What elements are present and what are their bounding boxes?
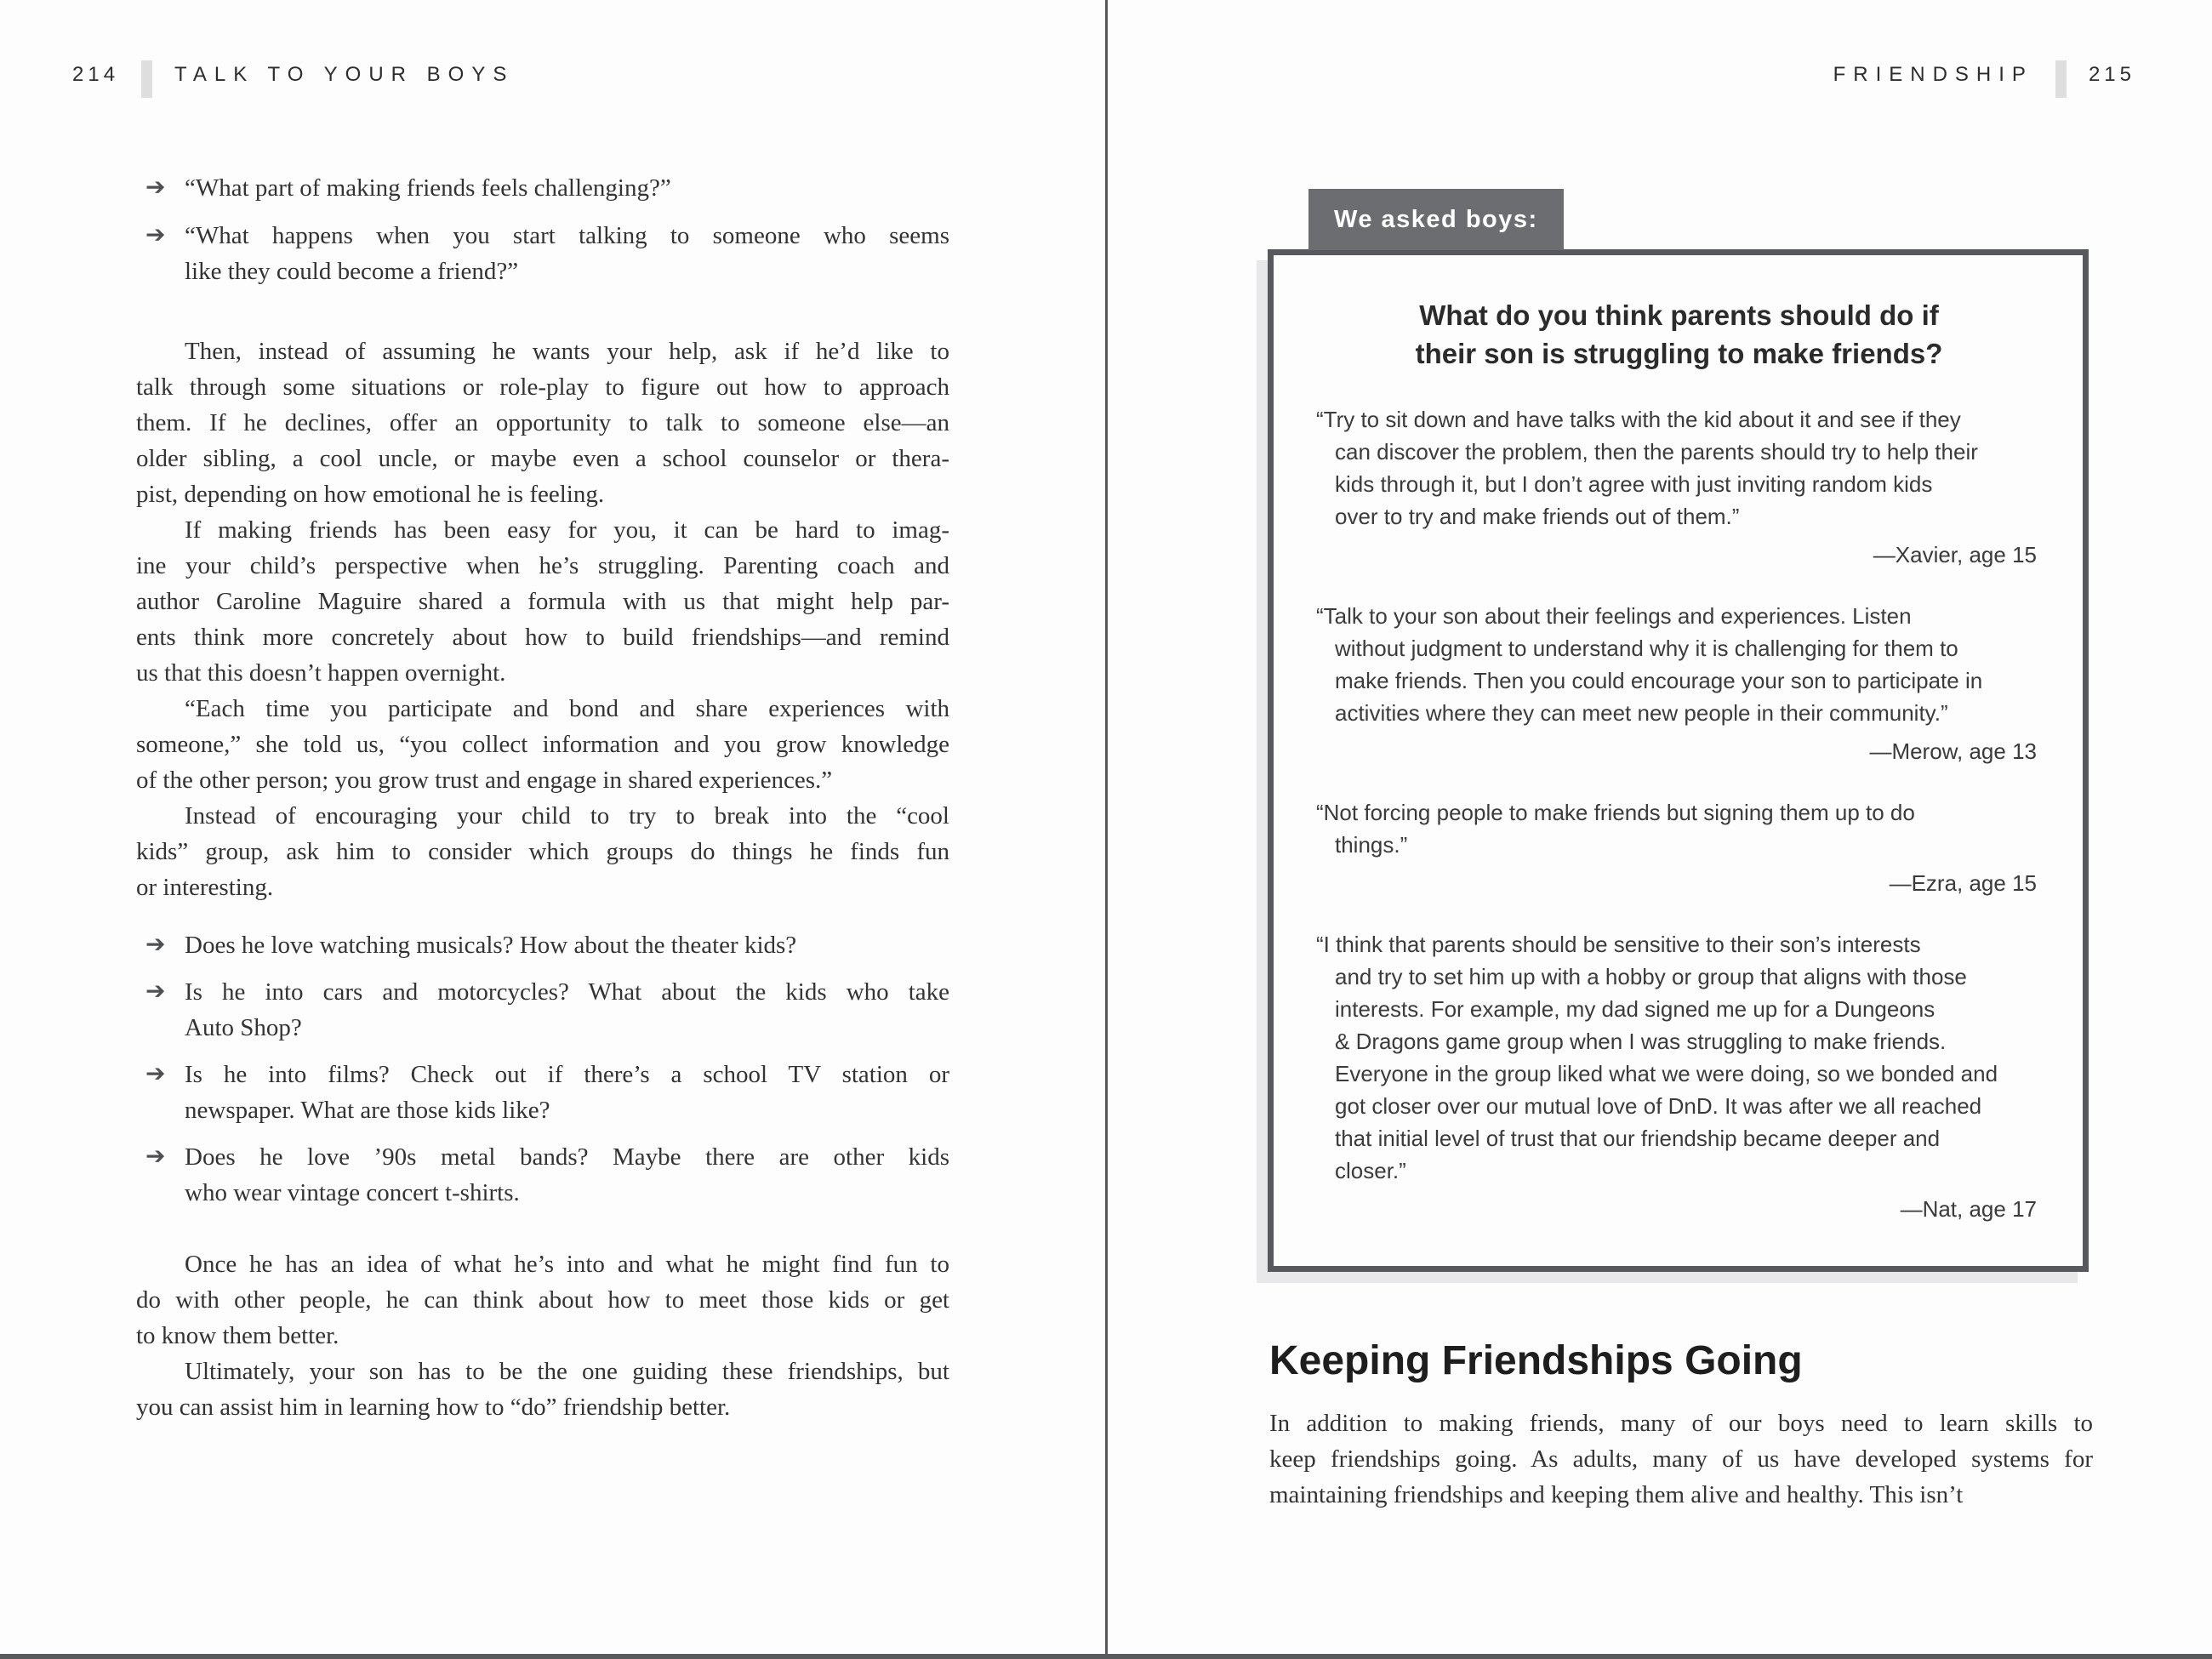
boy-quote xyxy=(1316,600,2042,767)
arrow-bullet-icon: ➔ xyxy=(145,930,166,958)
section-paragraph: In addition to making friends, many of our boys need to learn skills to keep friendships going. As adults, many of us have developed systems for maintaining friendships and keeping them alive and healthy. This isn’t xyxy=(1269,1410,2093,1508)
quote-attribution: —Ezra, age 15 xyxy=(1889,870,2037,896)
list-item xyxy=(136,1139,949,1211)
bullet-text: Is he into films? Check out if there’s a school TV station or newspaper. What are those kids like? xyxy=(185,1061,949,1124)
list-item xyxy=(136,170,949,206)
list-item xyxy=(136,218,949,289)
paragraph: If making friends has been easy for you, it can be hard to imag- ine your child’s perspective when he’s struggling. Parenting coach and author Caroline Maguire shared a formula with us that might help par- ents think more concretely about how to build friendships—and remind us that this doesn’t happen overnight. xyxy=(136,516,949,687)
left-running-header xyxy=(72,56,514,94)
quote-text: “Not forcing people to make friends but signing them up to do things.” xyxy=(1316,800,1915,858)
bullet-text: Does he love watching musicals? How about the theater kids? xyxy=(185,932,797,959)
section-heading: Keeping Friendships Going xyxy=(1269,1338,1803,1383)
interest-ideas-list xyxy=(136,927,949,1211)
page-number-left: 214 xyxy=(72,63,120,86)
paragraph: Ultimately, your son has to be the one guiding these friendships, but you can assist him in learning how to “do” friendship better. xyxy=(136,1358,949,1421)
quote-text: “Talk to your son about their feelings and experiences. Listen without judgment to understand why it is challenging for them to make friends. Then you could encourage your son to participate in activities where they can meet new people in their community.” xyxy=(1316,603,1983,726)
list-item xyxy=(136,974,949,1046)
header-divider-bar xyxy=(2055,60,2067,98)
quote-attribution: —Nat, age 17 xyxy=(1900,1196,2037,1222)
paragraph: Instead of encouraging your child to try to break into the “cool kids” group, ask him to consider which groups do things he finds fun or interesting. xyxy=(136,802,949,901)
page-right xyxy=(1109,0,2212,1659)
bullet-text: “What happens when you start talking to someone who seems like they could become a friend?” xyxy=(185,222,949,285)
paragraph: Then, instead of assuming he wants your help, ask if he’d like to talk through some situations or role-play to figure out how to approach them. If he declines, offer an opportunity to talk to someone else—an older sibling, a cool uncle, or maybe even a school counselor or thera- pist, depending on how emotional he is feeling. xyxy=(136,338,949,508)
paragraph: Once he has an idea of what he’s into and what he might find fun to do with other people, he can think about how to meet those kids or get to know them better. xyxy=(136,1251,949,1349)
boy-quote xyxy=(1316,928,2042,1225)
arrow-bullet-icon: ➔ xyxy=(145,173,166,201)
boy-quote xyxy=(1316,796,2042,899)
left-page-body xyxy=(136,170,949,1425)
quote-attribution: —Merow, age 13 xyxy=(1869,738,2037,764)
list-item xyxy=(136,1057,949,1128)
arrow-bullet-icon: ➔ xyxy=(145,220,166,248)
arrow-bullet-icon: ➔ xyxy=(145,1059,166,1087)
page-gutter-divider xyxy=(1105,0,1108,1659)
bullet-text: “What part of making friends feels challenging?” xyxy=(185,174,671,202)
quote-box xyxy=(1268,249,2089,1272)
quote-text: “I think that parents should be sensitive to their son’s interests and try to set him up with a hobby or group that aligns with those interests. For example, my dad signed me up for a Dungeons & Dragons game group when I was struggling to make friends. Everyone in the group liked what we were doing, so we bonded and got closer over our mutual love of DnD. It was after we all reached that initial level of trust that our friendship became deeper and closer.” xyxy=(1316,932,1998,1183)
bullet-text: Does he love ’90s metal bands? Maybe there are other kids who wear vintage concert t-shirts. xyxy=(185,1143,949,1206)
quote-text: “Try to sit down and have talks with the kid about it and see if they can discover the problem, then the parents should try to help their kids through it, but I don’t agree with just inviting random kids over to try and make friends out of them.” xyxy=(1316,407,1978,529)
header-divider-bar xyxy=(141,60,152,98)
bullet-text: Is he into cars and motorcycles? What about the kids who take Auto Shop? xyxy=(185,978,949,1041)
running-head-left: TALK TO YOUR BOYS xyxy=(174,63,515,86)
running-head-right: FRIENDSHIP xyxy=(1833,63,2033,86)
page-number-right: 215 xyxy=(2088,63,2135,86)
paragraph: “Each time you participate and bond and share experiences with someone,” she told us, “you collect information and you grow knowledge of the other person; you grow trust and engage in shared experiences.” xyxy=(136,695,949,794)
arrow-bullet-icon: ➔ xyxy=(145,977,166,1005)
book-bottom-edge xyxy=(0,1654,2212,1659)
tab-label: We asked boys: xyxy=(1334,205,1538,233)
right-running-header xyxy=(1833,56,2135,94)
box-question: What do you think parents should do if their son is struggling to make friends? xyxy=(1415,299,1943,369)
question-prompt-list xyxy=(136,170,949,289)
boy-quote xyxy=(1316,403,2042,571)
list-item xyxy=(136,927,949,963)
we-asked-boys-tab xyxy=(1308,189,1564,250)
quote-attribution: —Xavier, age 15 xyxy=(1873,542,2037,567)
arrow-bullet-icon: ➔ xyxy=(145,1142,166,1170)
